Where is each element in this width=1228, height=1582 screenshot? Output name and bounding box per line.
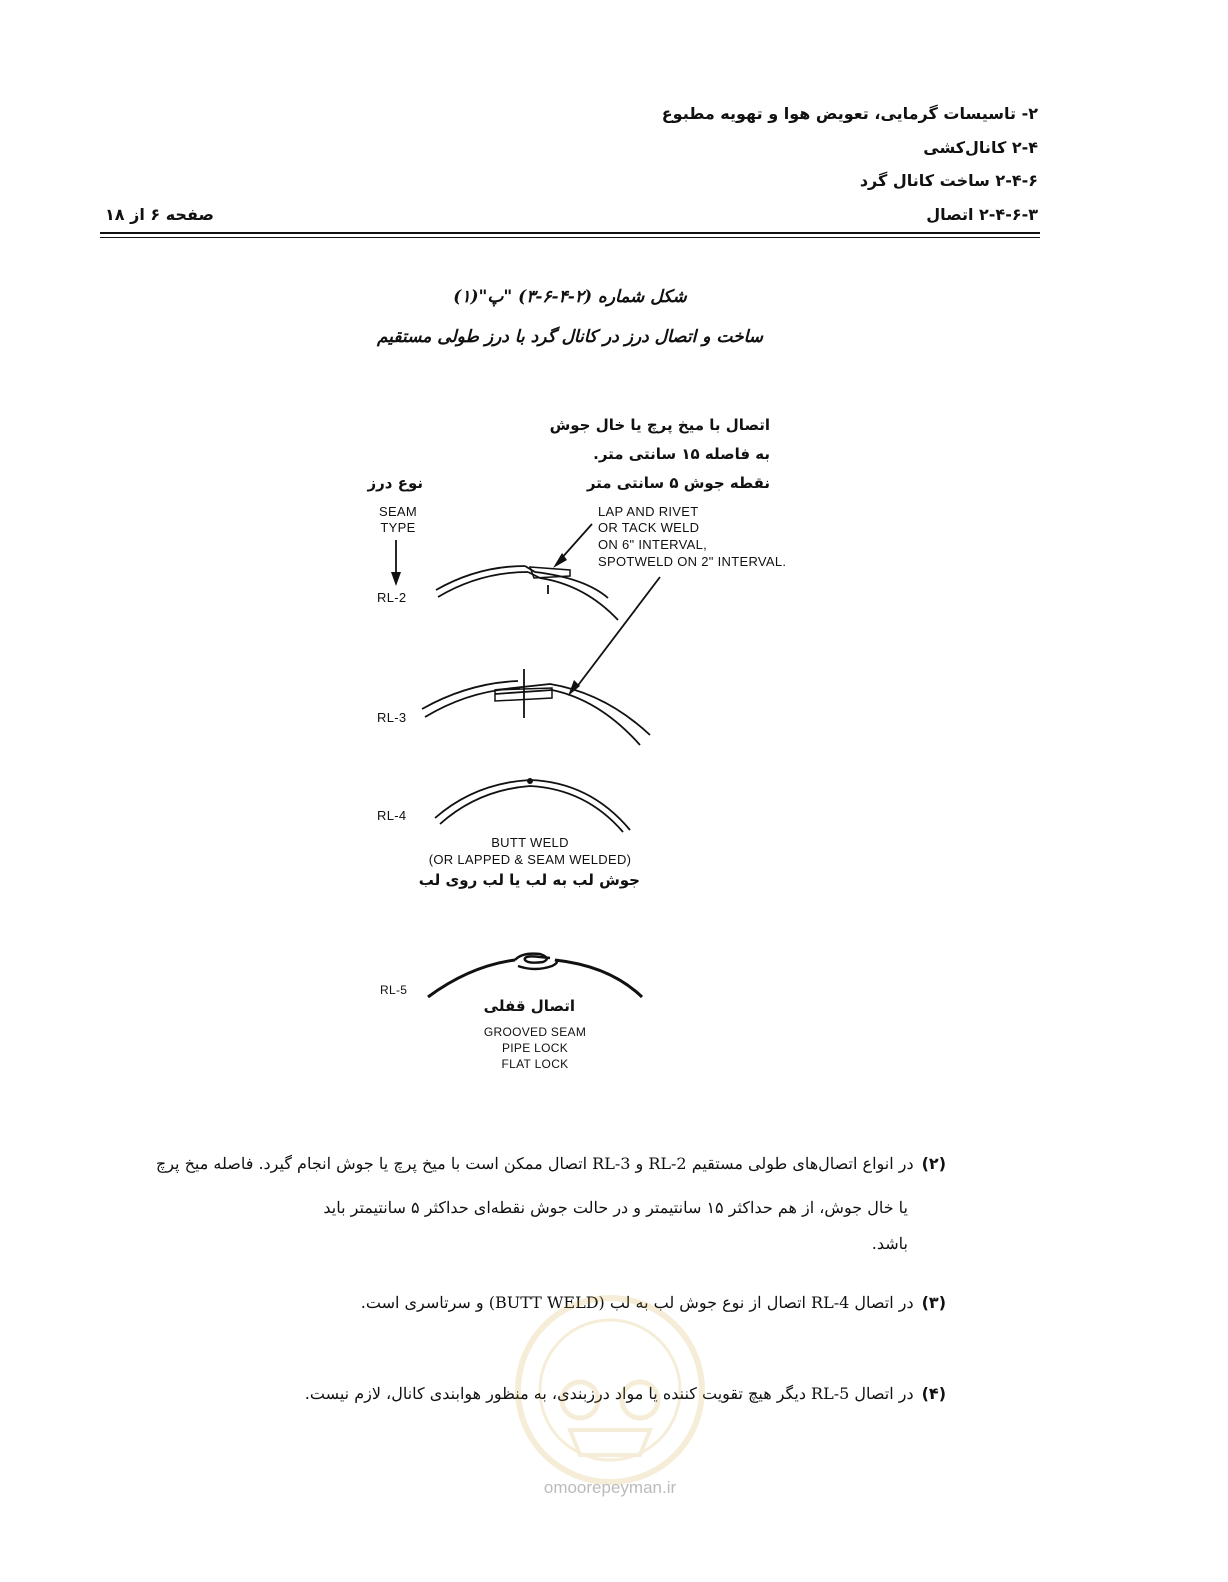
paragraph-3-text: در اتصال RL-4 اتصال از نوع جوش لب به لب (BUTT WELD) و سرتاسری است. bbox=[360, 1293, 914, 1312]
header-subsection-title: ۲-۴ کانال‌کشی bbox=[923, 138, 1038, 157]
lock-label-2: PIPE LOCK bbox=[501, 1041, 569, 1055]
paragraph-4-text: در اتصال RL-5 دیگر هیچ تقویت کننده یا مواد درزبندی، به منظور هوابندی کانال، لازم نیست. bbox=[304, 1384, 914, 1403]
figure-caption-title: ساخت و اتصال درز در کانال گرد با درز طولی مستقیم bbox=[376, 327, 764, 347]
rl3-drawing bbox=[422, 669, 650, 745]
paragraph-2-line-1: در انواع اتصال‌های طولی مستقیم RL-2 و RL-3 اتصال ممکن است با میخ پرچ یا جوش انجام گیرد. فاصله میخ پرچ bbox=[155, 1154, 914, 1173]
butt-weld-label-2: (OR LAPPED & SEAM WELDED) bbox=[428, 852, 632, 867]
lock-label-3: FLAT LOCK bbox=[501, 1057, 569, 1071]
paragraph-3-number: (۳) bbox=[921, 1293, 946, 1312]
seam-label-rl2: RL-2 bbox=[377, 590, 407, 605]
header-subsubsection-title: ۲-۴-۶ ساخت کانال گرد bbox=[859, 171, 1038, 190]
rl4-drawing bbox=[435, 778, 630, 832]
seam-label-rl4: RL-4 bbox=[377, 808, 407, 823]
paragraph-2-number: (۲) bbox=[921, 1154, 946, 1173]
rl3-leader-line bbox=[576, 577, 660, 688]
rl2-drawing bbox=[436, 566, 618, 620]
fa-label-lock: اتصال قفلی bbox=[483, 997, 575, 1015]
lap-rivet-label-3: ON 6" INTERVAL, bbox=[598, 537, 708, 552]
fa-label-spotweld: نقطه جوش ۵ سانتی متر bbox=[586, 474, 770, 492]
lock-label-1: GROOVED SEAM bbox=[483, 1025, 587, 1039]
watermark-text: omoorepeyman.ir bbox=[543, 1478, 677, 1497]
paragraph-4-number: (۴) bbox=[921, 1384, 946, 1403]
lap-rivet-label-4: SPOTWELD ON 2" INTERVAL. bbox=[598, 554, 787, 569]
seam-label-rl3: RL-3 bbox=[377, 710, 407, 725]
fa-label-interval: به فاصله ۱۵ سانتی متر. bbox=[593, 445, 770, 463]
seam-type-label-2: TYPE bbox=[380, 520, 416, 535]
watermark-logo-icon bbox=[510, 1290, 710, 1490]
lap-rivet-label-1: LAP AND RIVET bbox=[598, 504, 699, 519]
header-section-title: ۲- تاسیسات گرمایی، تعویض هوا و تهویه مطبوع bbox=[661, 104, 1038, 123]
butt-weld-label-1: BUTT WELD bbox=[491, 835, 569, 850]
lap-rivet-label-2: OR TACK WELD bbox=[598, 520, 700, 535]
seam-type-label-1: SEAM bbox=[378, 504, 418, 519]
rl5-drawing bbox=[428, 954, 642, 997]
seam-label-rl5: RL-5 bbox=[380, 983, 408, 997]
page-number: صفحه ۶ از ۱۸ bbox=[105, 205, 214, 224]
rl2-leader-line bbox=[560, 524, 592, 560]
paragraph-2 bbox=[106, 1146, 946, 1182]
fa-label-butt-weld: جوش لب به لب یا لب روی لب bbox=[418, 871, 640, 889]
paragraph-2-continuation: یا خال جوش، از هم حداکثر ۱۵ سانتیمتر و در حالت جوش نقطه‌ای حداکثر ۵ سانتیمتر باید باشد. bbox=[323, 1198, 908, 1253]
header-topic-title: ۲-۴-۶-۳ اتصال bbox=[926, 205, 1038, 224]
fa-label-rivet: اتصال با میخ پرچ یا خال جوش bbox=[549, 416, 770, 434]
seam-type-arrow-head bbox=[391, 572, 401, 586]
figure-caption-number: شکل شماره (۲-۴-۶-۳) "پ"(۱) bbox=[453, 287, 687, 307]
fa-label-seam-type: نوع درز bbox=[367, 474, 423, 492]
